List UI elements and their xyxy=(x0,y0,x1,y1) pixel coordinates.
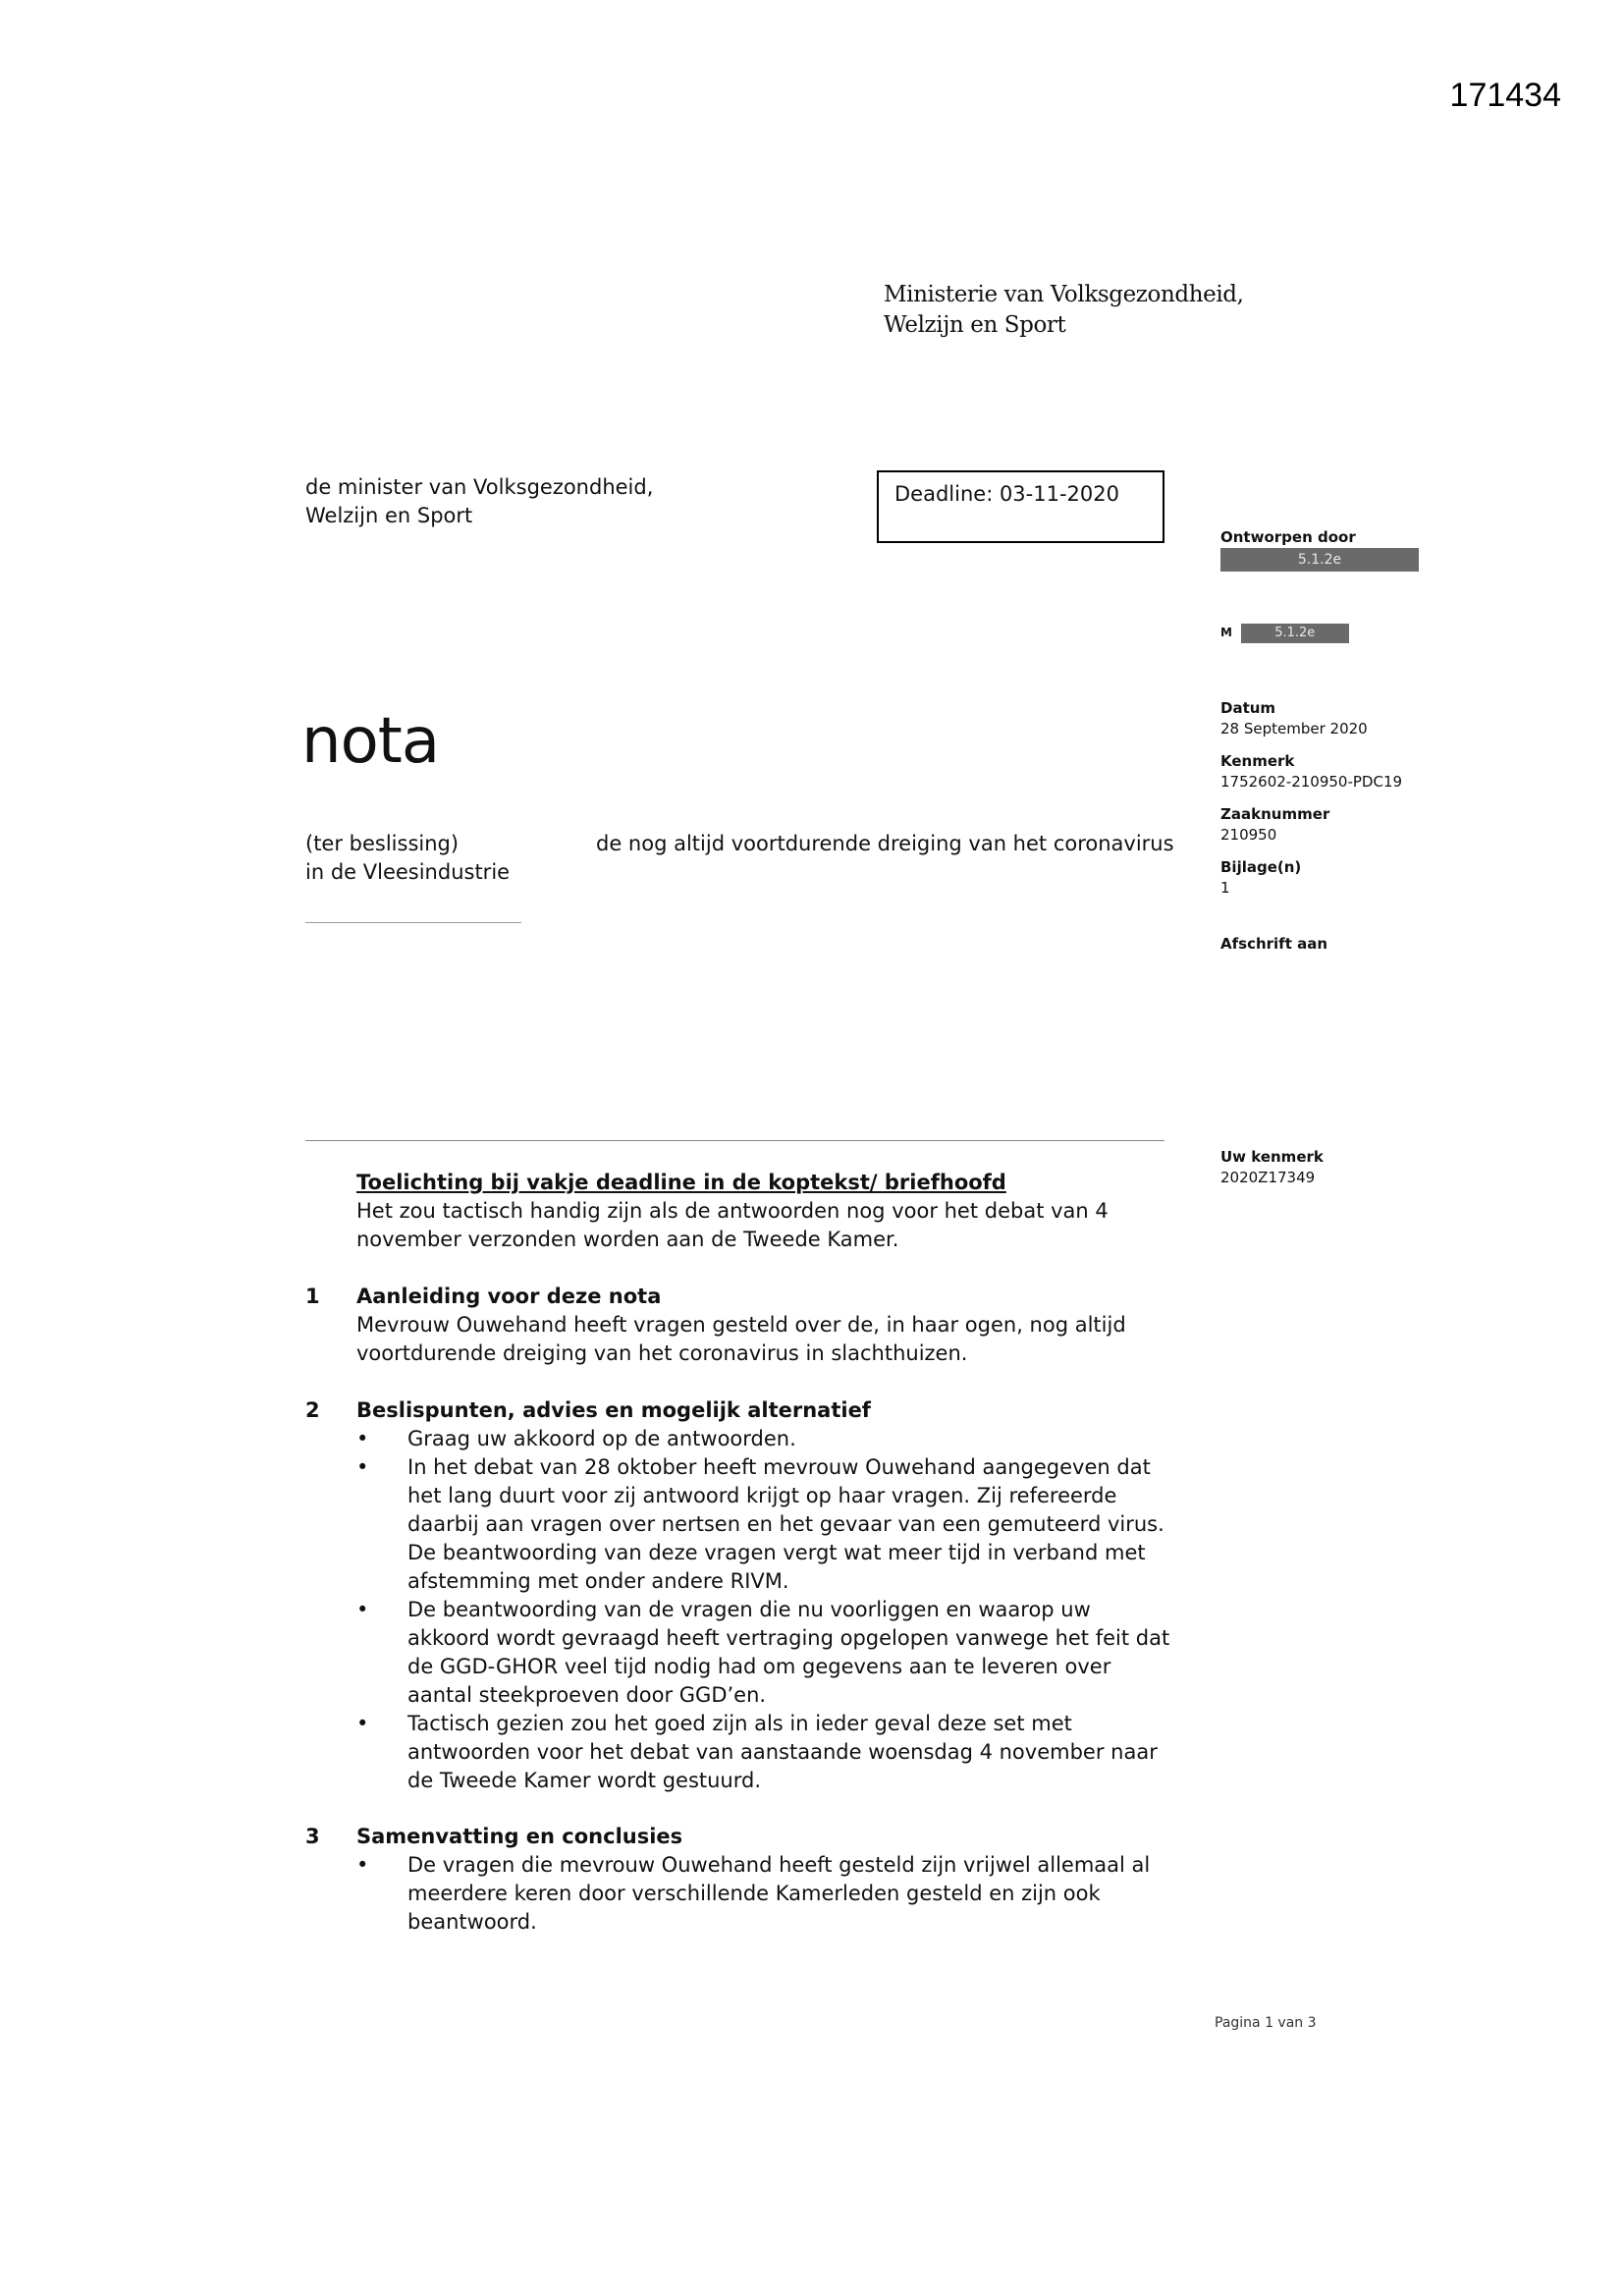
m-block xyxy=(1220,622,1349,643)
bijlage-value: 1 xyxy=(1220,879,1230,897)
list-item-line: Graag uw akkoord op de antwoorden. xyxy=(407,1427,796,1450)
short-divider xyxy=(305,922,521,923)
page-footer: Pagina 1 van 3 xyxy=(1215,2015,1317,2031)
section-heading: Beslispunten, advies en mogelijk alternatief xyxy=(356,1398,871,1422)
toelichting-line: Het zou tactisch handig zijn als de antwoorden nog voor het debat van 4 xyxy=(356,1199,1109,1223)
subject-right: de nog altijd voortdurende dreiging van het coronavirus xyxy=(596,832,1174,855)
list-item-line: het lang duurt voor zij antwoord krijgt op haar vragen. Zij refereerde xyxy=(407,1484,1117,1507)
list-item-line: aantal steekproeven door GGD’en. xyxy=(407,1683,767,1707)
toelichting-line: november verzonden worden aan de Tweede Kamer. xyxy=(356,1228,899,1251)
addressee xyxy=(305,473,653,530)
list-item-line: In het debat van 28 oktober heeft mevrouw Ouwehand aangegeven dat xyxy=(407,1455,1151,1479)
afschrift-block xyxy=(1220,934,1327,955)
bullet-icon: • xyxy=(356,1427,369,1450)
subject-left xyxy=(305,830,510,887)
list-item-line: Tactisch gezien zou het goed zijn als in ieder geval deze set met xyxy=(407,1712,1072,1735)
meta-block xyxy=(1220,698,1402,899)
datum-label: Datum xyxy=(1220,699,1276,717)
list-item xyxy=(356,1851,1209,1937)
kenmerk-label: Kenmerk xyxy=(1220,752,1295,770)
uw-kenmerk-value: 2020Z17349 xyxy=(1220,1169,1316,1186)
list-item-line: De beantwoording van de vragen die nu voorliggen en waarop uw xyxy=(407,1598,1091,1621)
document-title: nota xyxy=(301,705,440,778)
bullet-icon: • xyxy=(356,1853,369,1877)
section-heading: Aanleiding voor deze nota xyxy=(356,1285,662,1308)
datum-value: 28 September 2020 xyxy=(1220,720,1368,738)
list-item-line: De vragen die mevrouw Ouwehand heeft gesteld zijn vrijwel allemaal al xyxy=(407,1853,1151,1877)
long-divider xyxy=(305,1140,1164,1141)
zaaknummer-value: 210950 xyxy=(1220,826,1277,844)
uw-kenmerk-label: Uw kenmerk xyxy=(1220,1148,1324,1166)
section-heading: Samenvatting en conclusies xyxy=(356,1825,683,1848)
list-item-line: daarbij aan vragen over nertsen en het gevaar van een gemuteerd virus. xyxy=(407,1512,1164,1536)
m-label: M xyxy=(1220,626,1232,639)
section-2 xyxy=(305,1396,1209,1795)
kenmerk-value: 1752602-210950-PDC19 xyxy=(1220,773,1403,791)
list-item xyxy=(356,1453,1209,1596)
ministry-logo-text xyxy=(884,280,1244,341)
addressee-line: Welzijn en Sport xyxy=(305,504,473,527)
document-number: 171434 xyxy=(1449,77,1561,114)
list-item-line: de Tweede Kamer wordt gestuurd. xyxy=(407,1769,762,1792)
ministry-line: Welzijn en Sport xyxy=(884,312,1066,338)
subject-line: (ter beslissing) xyxy=(305,832,460,855)
list-item xyxy=(356,1710,1209,1795)
zaaknummer-label: Zaaknummer xyxy=(1220,805,1330,823)
section-number: 2 xyxy=(305,1398,320,1422)
section-line: Mevrouw Ouwehand heeft vragen gesteld over de, in haar ogen, nog altijd xyxy=(356,1313,1126,1337)
redaction-bar: 5.1.2e xyxy=(1220,548,1419,572)
list-item-line: akkoord wordt gevraagd heeft vertraging opgelopen vanwege het feit dat xyxy=(407,1626,1170,1650)
list-item-line: meerdere keren door verschillende Kamerleden gesteld en zijn ook xyxy=(407,1882,1101,1905)
bullet-list xyxy=(356,1425,1209,1795)
bullet-icon: • xyxy=(356,1712,369,1735)
ministry-line: Ministerie van Volksgezondheid, xyxy=(884,282,1244,307)
deadline-box: Deadline: 03-11-2020 xyxy=(877,470,1164,543)
section-number: 1 xyxy=(305,1285,320,1308)
ontworpen-door-label: Ontworpen door xyxy=(1220,528,1356,546)
section-1 xyxy=(305,1283,1209,1368)
list-item-line: antwoorden voor het debat van aanstaande woensdag 4 november naar xyxy=(407,1740,1158,1764)
uw-kenmerk-block xyxy=(1220,1147,1324,1188)
toelichting-heading: Toelichting bij vakje deadline in de koptekst/ briefhoofd xyxy=(356,1171,1006,1194)
list-item-line: afstemming met onder andere RIVM. xyxy=(407,1569,789,1593)
bijlage-label: Bijlage(n) xyxy=(1220,858,1302,876)
bullet-list xyxy=(356,1851,1209,1937)
toelichting-section xyxy=(305,1169,1209,1254)
list-item-line: de GGD-GHOR veel tijd nodig had om gegevens aan te leveren over xyxy=(407,1655,1111,1678)
redaction-bar: 5.1.2e xyxy=(1241,624,1349,643)
section-number: 3 xyxy=(305,1825,320,1848)
list-item xyxy=(356,1596,1209,1710)
bullet-icon: • xyxy=(356,1598,369,1621)
subject-line: in de Vleesindustrie xyxy=(305,860,511,884)
addressee-line: de minister van Volksgezondheid, xyxy=(305,475,654,499)
bullet-icon: • xyxy=(356,1455,369,1479)
list-item-line: beantwoord. xyxy=(407,1910,537,1934)
afschrift-label: Afschrift aan xyxy=(1220,935,1328,953)
section-line: voortdurende dreiging van het coronavirus in slachthuizen. xyxy=(356,1341,968,1365)
ontworpen-door-block xyxy=(1220,527,1419,572)
list-item-line: De beantwoording van deze vragen vergt wat meer tijd in verband met xyxy=(407,1541,1146,1564)
list-item xyxy=(356,1425,1209,1453)
section-3 xyxy=(305,1823,1209,1937)
